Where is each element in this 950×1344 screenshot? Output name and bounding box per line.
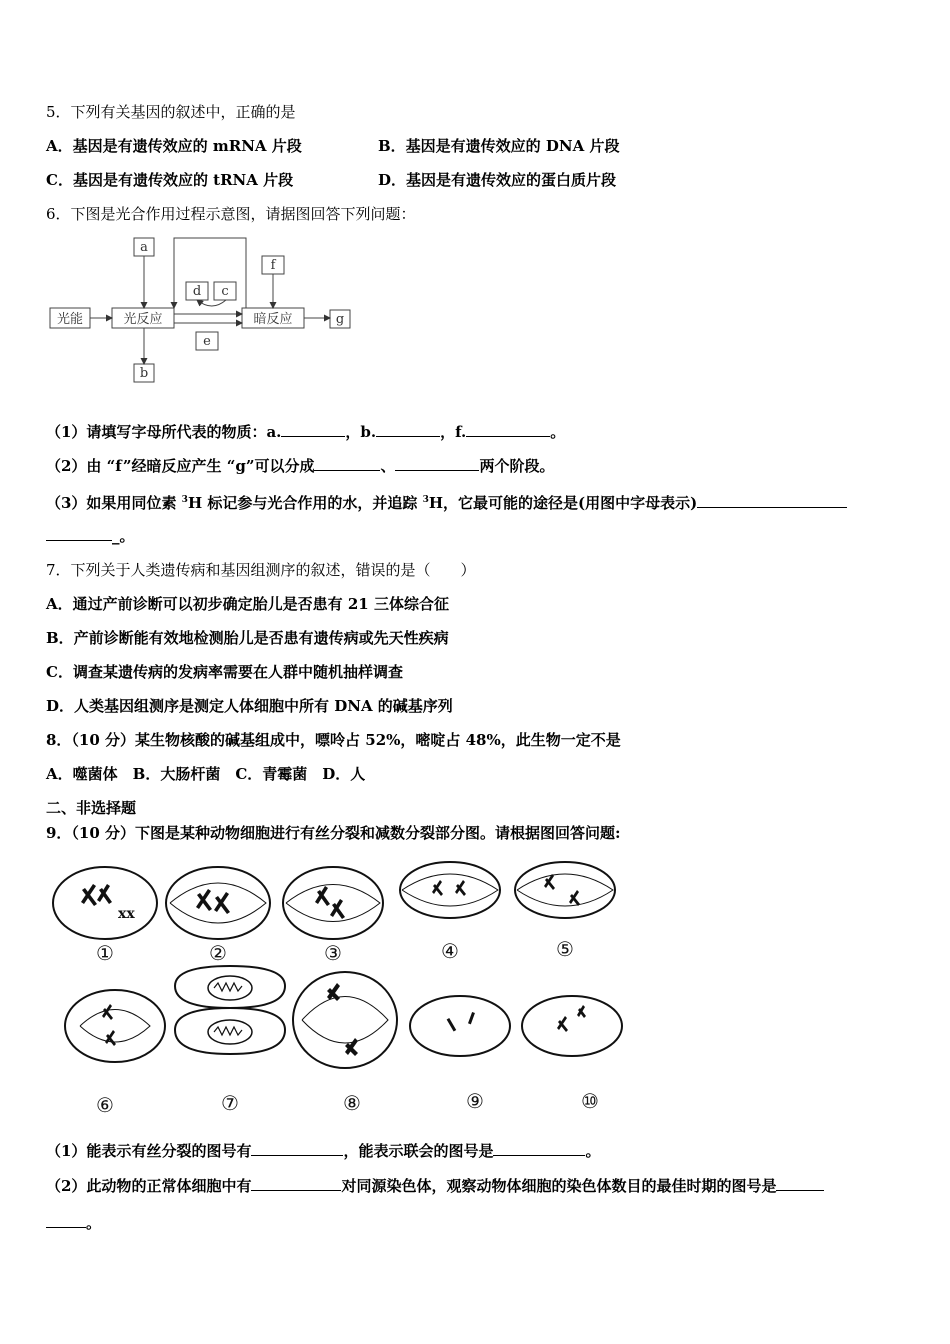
fig-label-8: ⑧ [343, 1091, 361, 1115]
q7-option-a: A．通过产前诊断可以初步确定胎儿是否患有 21 三体综合征 [46, 595, 449, 613]
label-f: f [270, 258, 276, 273]
q7-option-b: B．产前诊断能有效地检测胎儿是否患有遗传病或先天性疾病 [46, 629, 449, 647]
q5-stem: 5．下列有关基因的叙述中，正确的是 [46, 103, 296, 121]
svg-text:xx: xx [118, 906, 135, 922]
fig-label-7: ⑦ [221, 1091, 239, 1115]
blank-mitosis[interactable] [251, 1140, 343, 1156]
label-g: g [335, 312, 345, 327]
q5-option-c: C．基因是有遗传效应的 tRNA 片段 [46, 171, 294, 189]
fig-label-4: ④ [441, 939, 459, 963]
label-a: a [140, 240, 148, 255]
cell-7-bottom [175, 1008, 285, 1054]
fig-label-5: ⑤ [556, 937, 574, 961]
cell-9 [410, 996, 510, 1056]
q6-part2: （2）由 “f”经暗反应产生 “g”可以分成 、 两个阶段。 [46, 457, 555, 475]
q9-part2-cont: 。 [46, 1212, 101, 1233]
q9-stem: 9．（10 分）下图是某种动物细胞进行有丝分裂和减数分裂部分图。请根据图回答问题: [46, 824, 621, 842]
cell-5 [515, 862, 615, 918]
label-light-energy: 光能 [56, 312, 84, 327]
q7-option-d: D．人类基因组测序是测定人体细胞中所有 DNA 的碱基序列 [46, 697, 453, 715]
blank-pathway-cont[interactable] [46, 525, 112, 541]
blank-best-stage-cont[interactable] [46, 1212, 86, 1228]
label-light-reaction: 光反应 [123, 312, 163, 327]
label-c: c [221, 284, 229, 299]
label-e: e [203, 334, 211, 349]
q6-part3: （3）如果用同位素 $^3$H 标记参与光合作用的水，并追踪 $^3$H，它最可能的途径是(用图中字母表示) [46, 490, 847, 513]
blank-pathway[interactable] [697, 492, 847, 508]
fig-label-6: ⑥ [96, 1093, 114, 1117]
cell-3 [283, 867, 383, 939]
cell-2 [166, 867, 270, 939]
cell-7-top [175, 966, 285, 1008]
blank-stage2[interactable] [395, 455, 479, 471]
label-b: b [139, 366, 149, 381]
cell-1 [53, 867, 157, 939]
q6-part3-cont: _。 [46, 525, 135, 546]
fig-label-9: ⑨ [466, 1089, 484, 1113]
fig-label-2: ② [209, 941, 227, 965]
q8-stem: 8．（10 分）某生物核酸的碱基组成中，嘌呤占 52%，嘧啶占 48%，此生物一定不是 [46, 731, 621, 749]
cell-4 [400, 862, 500, 918]
q9-part2: （2）此动物的正常体细胞中有 对同源染色体，观察动物体细胞的染色体数目的最佳时期的图号是 [46, 1175, 824, 1196]
q7-stem: 7．下列关于人类遗传病和基因组测序的叙述，错误的是（ ） [46, 561, 476, 579]
q7-option-c: C．调查某遗传病的发病率需要在人群中随机抽样调查 [46, 663, 403, 681]
blank-f[interactable] [466, 421, 550, 437]
q6-part1: （1）请填写字母所代表的物质：a. ，b. ，f. 。 [46, 423, 566, 441]
q5-option-b: B．基因是有遗传效应的 DNA 片段 [378, 137, 620, 155]
blank-a[interactable] [281, 421, 345, 437]
fig-label-10: ⑩ [581, 1089, 599, 1113]
q6-stem: 6．下图是光合作用过程示意图，请据图回答下列问题： [46, 205, 416, 223]
q8-options: A．噬菌体 B．大肠杆菌 C．青霉菌 D．人 [46, 765, 366, 783]
blank-pairs[interactable] [251, 1175, 341, 1191]
cell-8 [293, 972, 397, 1068]
section-title: 二、非选择题 [46, 799, 137, 817]
q5-option-d: D．基因是有遗传效应的蛋白质片段 [378, 171, 617, 189]
q5-option-a: A．基因是有遗传效应的 mRNA 片段 [46, 137, 302, 155]
fig-label-3: ③ [324, 941, 342, 965]
label-d: d [192, 284, 202, 299]
q9-part1: （1）能表示有丝分裂的图号有 ，能表示联会的图号是 。 [46, 1142, 601, 1160]
blank-best-stage[interactable] [776, 1175, 824, 1191]
cell-division-figure [50, 858, 640, 1120]
blank-synapsis[interactable] [493, 1140, 585, 1156]
blank-stage1[interactable] [314, 455, 380, 471]
blank-b[interactable] [376, 421, 440, 437]
cell-10 [522, 996, 622, 1056]
label-dark-reaction: 暗反应 [253, 312, 293, 327]
fig-label-1: ① [96, 941, 114, 965]
photosynthesis-diagram [40, 230, 370, 390]
